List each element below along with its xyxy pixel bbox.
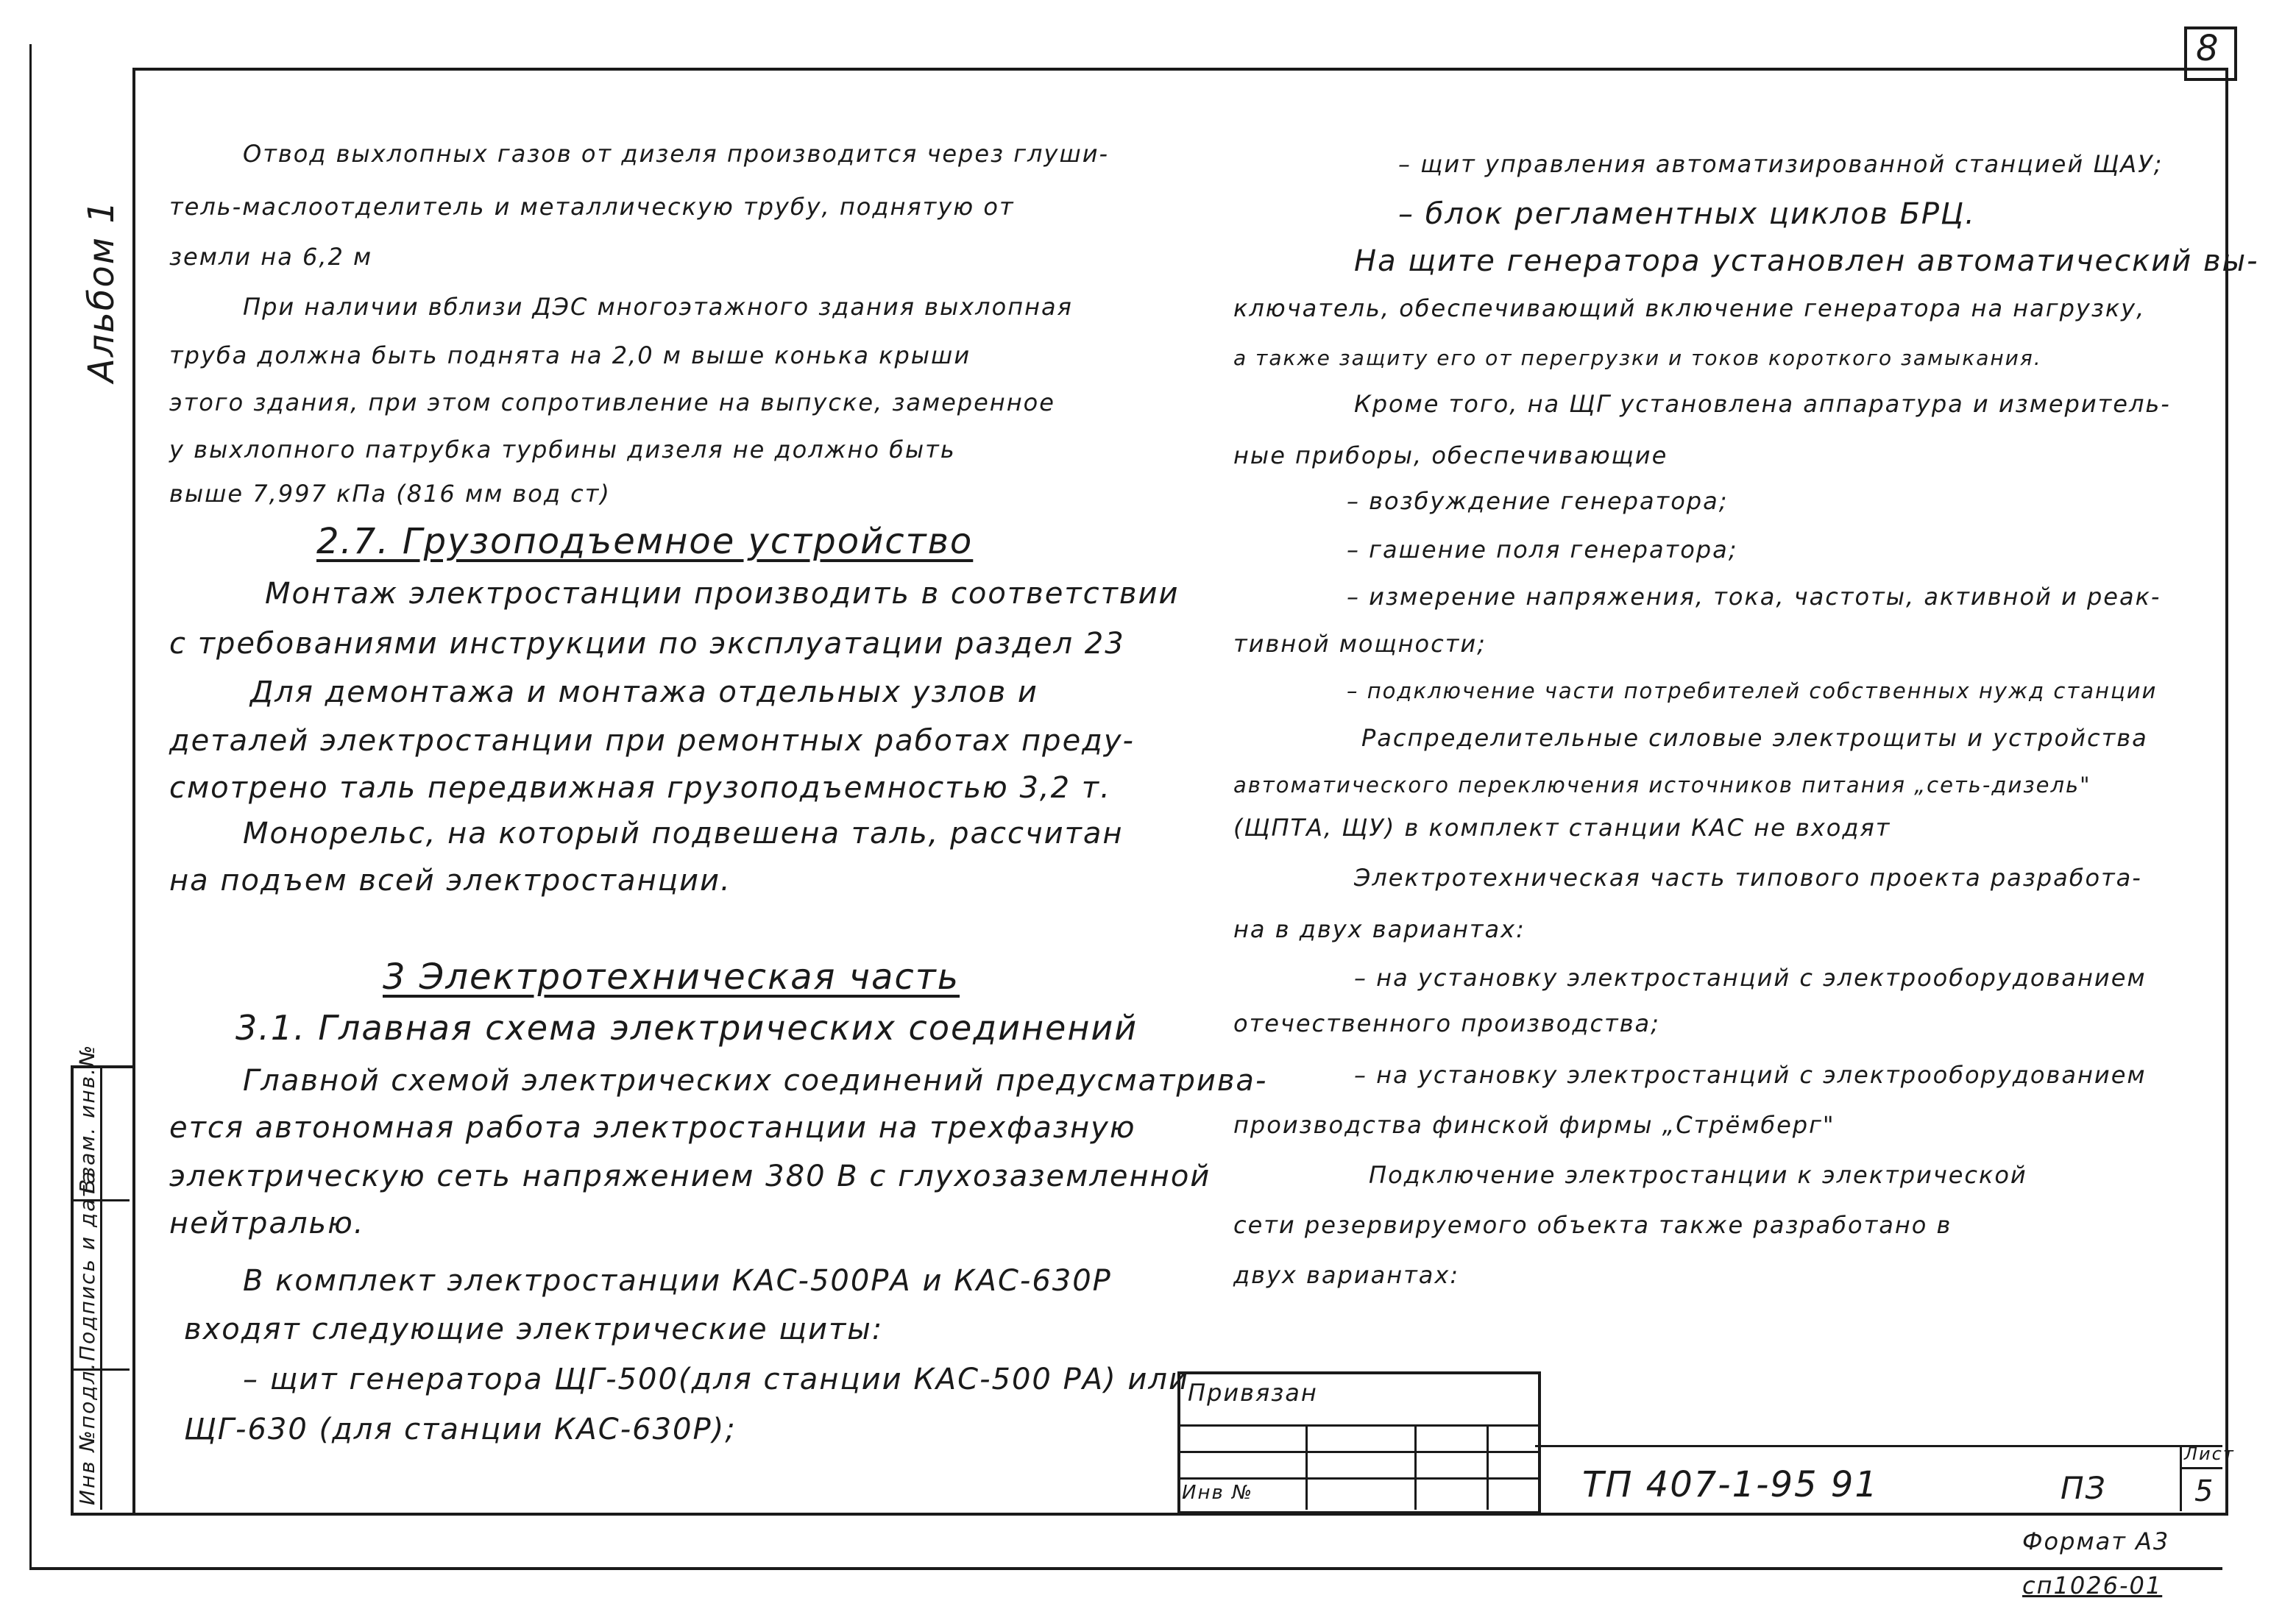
left-p3-line6: Монорельс, на который подвешена таль, рассчитан xyxy=(243,817,1124,851)
album-label: Альбом 1 xyxy=(81,199,122,383)
left-p3-line1: Монтаж электростанции производить в соответствии xyxy=(265,577,1180,611)
right-line-14: автоматического переключения источников питания „сеть-дизель" xyxy=(1233,773,2091,798)
right-line-13: Распределительные силовые электрощиты и устройства xyxy=(1361,724,2148,752)
left-p3-line7: на подъем всей электростанции. xyxy=(169,864,731,898)
right-line-24: двух вариантах: xyxy=(1233,1261,1460,1289)
left-p3-line5: смотрено таль передвижная грузоподъемностью 3,2 т. xyxy=(169,771,1111,805)
heading-3: 3 Электротехническая часть xyxy=(383,956,960,998)
stamp-row-3 xyxy=(1177,1477,1538,1480)
left-p4-line3: электрическую сеть напряжением 380 В с глухозаземленной xyxy=(169,1160,1211,1193)
right-line-1: – щит управления автоматизированной станцией ЩАУ; xyxy=(1398,150,2164,178)
margin-col-inv: Инв №подл. xyxy=(75,1361,99,1505)
stamp-row-2 xyxy=(1177,1451,1538,1453)
right-line-20: – на установку электростанций с электрооборудованием xyxy=(1354,1061,2147,1089)
left-p5-line1: В комплект электростанции КАС-500РА и КАС-630Р xyxy=(243,1264,1112,1298)
sheet-label: Лист xyxy=(2184,1444,2235,1464)
heading-2-7: 2.7. Грузоподъемное устройство xyxy=(316,521,974,562)
margin-divider-1 xyxy=(100,1065,102,1510)
left-p3-line4: деталей электростанции при ремонтных работах преду- xyxy=(169,724,1135,758)
sheet-bottom-line xyxy=(29,1567,2222,1570)
right-line-4: ключатель, обеспечивающий включение генератора на нагрузку, xyxy=(1233,294,2146,322)
left-p1-line2: тель-маслоотделитель и металлическую трубу, поднятую от xyxy=(169,193,1015,221)
right-line-3: На щите генератора установлен автоматический вы- xyxy=(1354,244,2259,278)
right-line-18: – на установку электростанций с электрооборудованием xyxy=(1354,964,2147,992)
left-p2-line2: труба должна быть поднята на 2,0 м выше конька крыши xyxy=(169,341,971,369)
right-line-17: на в двух вариантах: xyxy=(1233,915,1526,943)
right-line-23: сети резервируемого объекта также разработано в xyxy=(1233,1211,1952,1239)
left-p3-line2: с требованиями инструкции по эксплуатации раздел 23 xyxy=(169,627,1125,661)
right-line-22: Подключение электростанции к электрической xyxy=(1369,1161,2027,1189)
right-line-10: – измерение напряжения, тока, частоты, активной и реак- xyxy=(1347,583,2161,611)
privyazan-label: Привязан xyxy=(1188,1379,1318,1407)
title-block-top xyxy=(1535,1445,2222,1447)
stamp-col-1 xyxy=(1305,1424,1308,1510)
left-p5-line2: входят следующие электрические щиты: xyxy=(184,1313,884,1346)
heading-3-1: 3.1. Главная схема электрических соединений xyxy=(235,1008,1138,1048)
left-p5-line3: – щит генератора ЩГ-500(для станции КАС-500 РА) или xyxy=(243,1363,1189,1396)
left-p4-line1: Главной схемой электрических соединений предусматрива- xyxy=(243,1064,1268,1098)
left-p4-line2: ется автономная работа электростанции на трехфазную xyxy=(169,1111,1136,1145)
left-p1-line1: Отвод выхлопных газов от дизеля производится через глуши- xyxy=(243,140,1110,168)
ref-number: сп1026-01 xyxy=(2022,1572,2163,1599)
stamp-row-1 xyxy=(1177,1424,1538,1427)
sheet-number: 5 xyxy=(2194,1474,2215,1508)
sheet-label-line xyxy=(2180,1467,2222,1469)
inv-no-label: Инв № xyxy=(1182,1482,1254,1504)
margin-col-replace: Взам. инв.№ xyxy=(75,1043,99,1193)
format-label: Формат А3 xyxy=(2022,1527,2170,1555)
right-line-15: (ЩПТА, ЩУ) в комплект станции КАС не входят xyxy=(1233,814,1891,842)
left-p4-line4: нейтралью. xyxy=(169,1207,365,1240)
left-p3-line3: Для демонтажа и монтажа отдельных узлов и xyxy=(250,675,1038,709)
right-line-6: Кроме того, на ЩГ установлена аппаратура и измеритель- xyxy=(1354,390,2171,418)
right-line-11: тивной мощности; xyxy=(1233,630,1487,658)
margin-col-signature: Подпись и дата xyxy=(75,1170,99,1361)
right-line-21: производства финской фирмы „Стрёмберг" xyxy=(1233,1111,1835,1139)
left-p2-line5: выше 7,997 кПа (816 мм вод ст) xyxy=(169,480,611,508)
doc-type: ПЗ xyxy=(2061,1470,2107,1506)
right-line-8: – возбуждение генератора; xyxy=(1347,487,1729,515)
right-line-19: отечественного производства; xyxy=(1233,1009,1660,1037)
doc-code: ТП 407-1-95 91 xyxy=(1582,1464,1879,1505)
left-p1-line3: земли на 6,2 м xyxy=(169,243,373,271)
right-line-5: а также защиту его от перегрузки и токов короткого замыкания. xyxy=(1233,346,2042,370)
right-line-12: – подключение части потребителей собственных нужд станции xyxy=(1347,678,2158,703)
left-p2-line4: у выхлопного патрубка турбины дизеля не должно быть xyxy=(169,436,956,464)
stamp-col-3 xyxy=(1487,1424,1489,1510)
left-p2-line3: этого здания, при этом сопротивление на выпуске, замеренное xyxy=(169,388,1055,416)
right-line-7: ные приборы, обеспечивающие xyxy=(1233,441,1668,469)
page-number: 8 xyxy=(2196,28,2220,69)
right-line-16: Электротехническая часть типового проекта разработа- xyxy=(1354,864,2142,892)
right-line-2: – блок регламентных циклов БРЦ. xyxy=(1398,197,1976,231)
sheet-left-line xyxy=(29,44,32,1569)
right-line-9: – гашение поля генератора; xyxy=(1347,536,1738,564)
left-p2-line1: При наличии вблизи ДЭС многоэтажного здания выхлопная xyxy=(243,293,1073,321)
stamp-col-2 xyxy=(1414,1424,1417,1510)
sheet-col-divider xyxy=(2180,1445,2182,1511)
left-p5-line4: ЩГ-630 (для станции КАС-630Р); xyxy=(184,1413,737,1446)
